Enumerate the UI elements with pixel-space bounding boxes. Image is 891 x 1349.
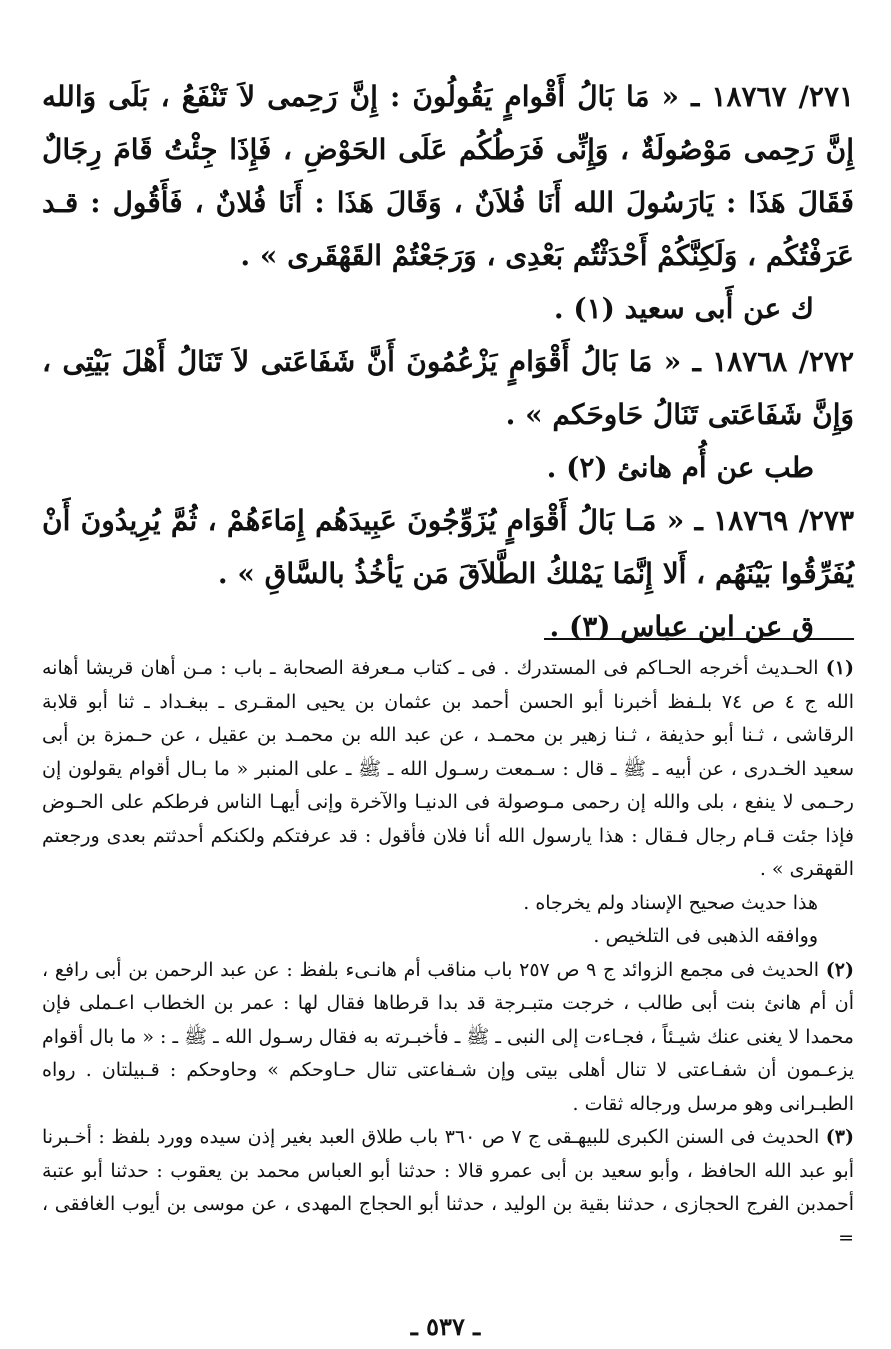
hadith-source: طب عن أُم هانئ (٢) . (546, 451, 814, 484)
hadith-body: « مَـا بَالُ أَقْوَامٍ يُزَوِّجُونَ عَبِيدَهُم إِمَاءَهُمْ ، ثُمَّ يُرِيدُونَ أَنْ يُفَرِّقُوا بَيْنَهُم ، أَلا إِنَّمَا يَمْلكُ الطَّلاَقَ مَن يَأخُذُ بالسَّاقِ » . (42, 504, 854, 590)
footnote-text (42, 652, 854, 887)
page-number: ـ ٥٣٧ ـ (410, 1312, 481, 1341)
hadith-source: ق عن ابن عباس (٣) . (549, 610, 814, 643)
footnote-3 (42, 1121, 854, 1255)
hadith-number: ٢٧٢/ ١٨٧٦٨ ـ (692, 345, 855, 378)
footnote-body: الحديث فى السنن الكبرى للبيهـقى ج ٧ ص ٣٦٠ باب طلاق العبد بغير إذن سيده وورد بلفظ : أخـبرنا أبو عبد الله الحافظ ، وأبو سعيد بن أبى عمرو قالا : حدثنا أبو العباس محمد بن يعقوب : حدثنا أبو عتبة أحمدبن الفرج الحجازى ، حدثنا بقية بن الوليد ، حدثنا أبو الحجاج المهدى ، عن موسى بن أيوب الغافقى ، = (42, 1126, 854, 1249)
hadith-paragraph (42, 335, 854, 441)
main-text (42, 70, 855, 1249)
footnote-body: الحـديث أخرجه الحـاكم فى المستدرك . فى ـ كتاب مـعرفة الصحابة ـ باب : مـن أهان قريشا أهانه الله ج ٤ ص ٧٤ بلـفظ أخبرنا أبو الحسن أحمد بن عثمان بن يحيى المقـرى ـ ببغـداد ـ ثنا أبو قلابة الرقاشى ، ثـنا أبو حذيفة ، ثـنا زهير بن محمـد ، عن عبد الله بن محمـد بن عقيل ، عن حـمزة بن أبى سعيد الخـدرى ، عن أبيه ـ ﷺ ـ قال : سـمعت رسـول الله ـ ﷺ ـ على المنبر « ما بـال أقوام يقولون إن رحـمى لا ينفع ، بلى والله إن رحمى مـوصولة فى الدنيـا والآخرة وإنى أيهـا الناس فرطكم على الحـوض فإذا جئت قـام رجال فـقال : هذا يارسول الله أنا فلان فأقول : قد عرفتكم ولكنكم أحدثتم بعدى ورجعتم القهقرى » . (42, 657, 855, 880)
footnote-body: الحديث فى مجمع الزوائد ج ٩ ص ٢٥٧ باب مناقب أم هانـىء بلفظ : عن عبد الرحمن بن أبى رافع ، أن أم هانئ بنت أبى طالب ، خرجت متبـرجة قد بدا قرطاها فقال لها : عمر بن الخطاب اعـملى فإن محمدا لا يغنى عنك شيـئاً ، فجـاءت إلى النبى ـ ﷺ ـ فأخبـرته به فقال رسـول الله ـ ﷺ ـ : « ما بال أقوام يزعـمون أن شفـاعتى لا تنال أهلى بيتى وإن شـفاعتى تنال حـاوحكم » وحاوحكم : قـبيلتان . رواه الطبـرانى وهو مرسل ورجاله ثقات . (42, 958, 854, 1115)
hadith-paragraph (42, 494, 854, 600)
footnote-text (42, 954, 854, 1122)
footnote-number: (٢) (825, 958, 854, 981)
hadith-body: « مَا بَالُ أَقْوَامٍ يَزْعُمُونَ أَنَّ شَفَاعَتى لاَ تَنَالُ أَهْلَ بَيْتِى ، وَإِنَّ شَفَاعَتى تَنَالُ حَاوحَكم » . (42, 345, 854, 431)
footnotes (42, 652, 854, 1255)
footnote-1 (42, 652, 854, 954)
footnote-number: (١) (825, 657, 854, 679)
footnote-note: ووافقه الذهبى فى التلخيص . (593, 925, 818, 947)
hadith-271 (42, 70, 854, 335)
footnote-2 (42, 954, 854, 1122)
footnote-text (42, 1121, 854, 1255)
footnote-number: (٣) (825, 1126, 854, 1148)
hadith-paragraph (42, 70, 854, 282)
hadith-body: « مَا بَالُ أَقْوامٍ يَقُولُونَ : إِنَّ رَحِمى لاَ تَنْفَعُ ، بَلَى وَالله إِنَّ رَحِمى مَوْصُولَةٌ ، وَإِنِّى فَرَطُكُم عَلَى الحَوْضِ ، فَإِذَا جِئْتُ قَامَ رِجَالٌ فَقَالَ هَذَا : يَارَسُولَ الله أَنَا فُلاَنٌ ، وَقَالَ هَذَا : أَنَا فُلانٌ ، فَأَقُول : قـد عَرَفْتُكُم ، وَلَكِنَّكُمْ أَحْدَثْتُم بَعْدِى ، وَرَجَعْتُمْ القَهْقَرى » . (42, 80, 854, 272)
footnote-note: هذا حديث صحيح الإسناد ولم يخرجاه . (523, 891, 818, 914)
hadith-source: ك عن أَبى سعيد (١) . (553, 292, 814, 325)
footnote-divider (544, 638, 854, 640)
hadith-number: ٢٧١/ ١٨٧٦٧ ـ (691, 80, 855, 113)
hadith-273 (42, 494, 854, 653)
hadith-272 (42, 335, 854, 494)
hadith-number: ٢٧٣/ ١٨٧٦٩ ـ (694, 504, 855, 537)
